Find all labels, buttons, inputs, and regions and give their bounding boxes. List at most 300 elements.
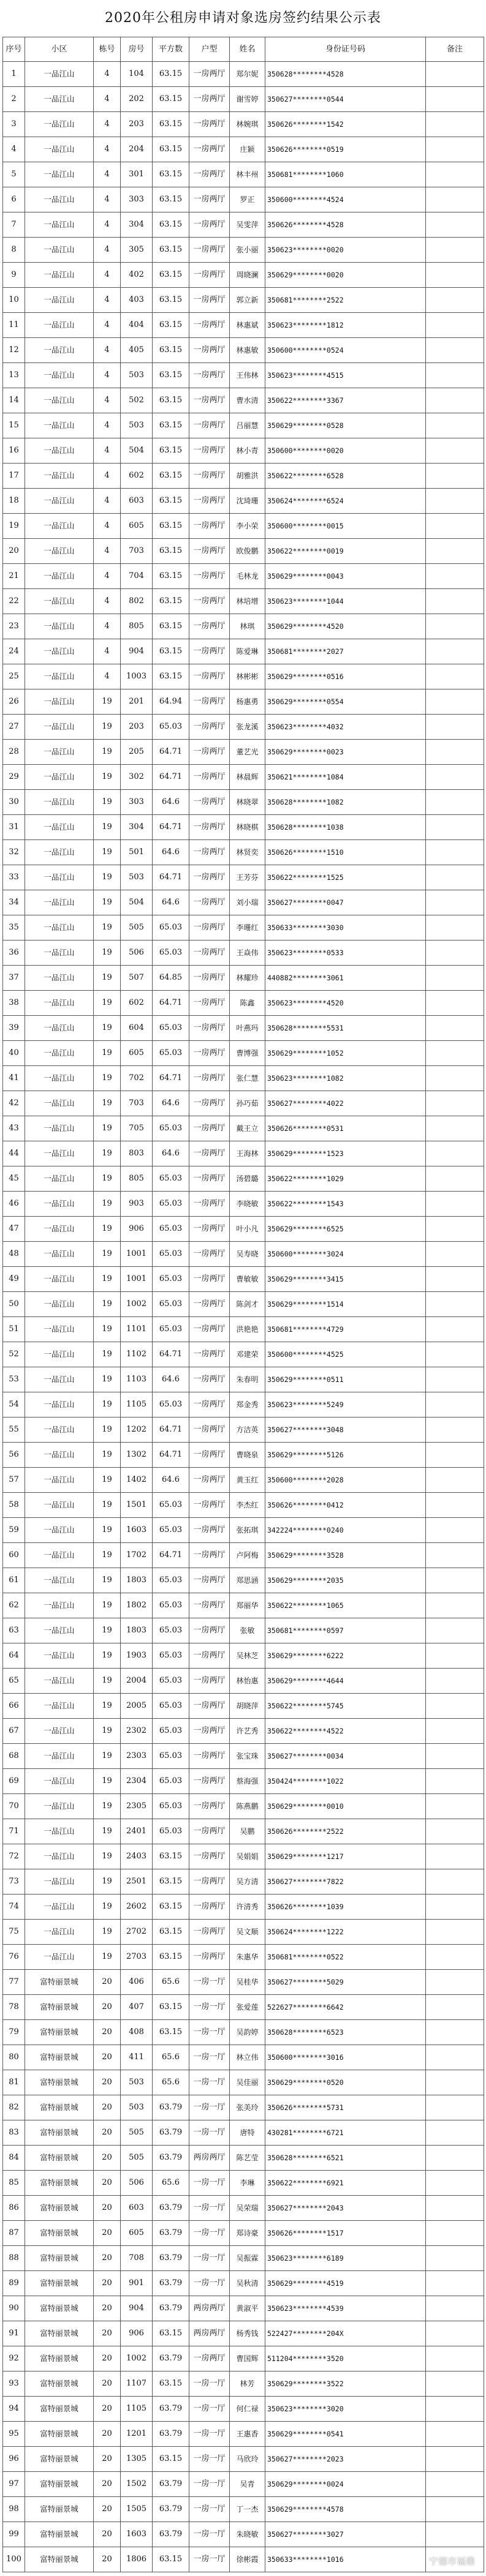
cell-id-number: 350622********3367 [265,388,426,413]
cell-index: 59 [3,1518,25,1543]
cell-layout: 一房两厅 [189,1041,230,1066]
cell-id-number: 350629********0528 [265,413,426,438]
cell-layout: 一房一厅 [189,2070,230,2095]
cell-id-number: 350622********1543 [265,1192,426,1217]
cell-community: 一品江山 [25,589,94,614]
cell-name: 王海林 [230,1141,265,1166]
cell-index: 31 [3,815,25,840]
table-row [3,1141,484,1166]
cell-layout: 一房两厅 [189,1141,230,1166]
cell-layout: 一房一厅 [189,2045,230,2070]
cell-layout: 一房两厅 [189,1694,230,1719]
cell-area: 65.03 [153,941,189,966]
cell-area: 63.15 [153,1844,189,1869]
cell-area: 63.15 [153,238,189,263]
cell-area: 63.15 [153,263,189,288]
cell-building: 19 [94,1869,121,1894]
cell-room: 506 [121,941,153,966]
cell-layout: 一房两厅 [189,1217,230,1242]
cell-community: 一品江山 [25,212,94,238]
cell-index: 64 [3,1643,25,1669]
table-row [3,1116,484,1141]
cell-remarks [426,413,484,438]
cell-remarks [426,539,484,564]
table-row [3,2371,484,2397]
cell-layout: 一房两厅 [189,388,230,413]
cell-remarks [426,2271,484,2296]
cell-id-number: 350628********1038 [265,815,426,840]
cell-community: 富特丽景城 [25,2547,94,2572]
cell-id-number: 350633********3030 [265,915,426,941]
cell-area: 65.03 [153,1568,189,1593]
cell-name: 朱晓敏 [230,2522,265,2547]
cell-room: 904 [121,639,153,664]
cell-community: 一品江山 [25,915,94,941]
cell-area: 64.71 [153,991,189,1016]
cell-id-number: 350629********0516 [265,664,426,689]
cell-area: 63.15 [153,87,189,112]
cell-index: 8 [3,238,25,263]
cell-remarks [426,288,484,313]
cell-name: 许清秀 [230,1894,265,1920]
cell-building: 4 [94,664,121,689]
cell-remarks [426,765,484,790]
cell-remarks [426,1367,484,1392]
cell-remarks [426,2371,484,2397]
cell-layout: 一房两厅 [189,815,230,840]
table-row [3,1769,484,1794]
cell-layout: 一房两厅 [189,288,230,313]
cell-id-number: 350626********1517 [265,2221,426,2246]
cell-area: 63.15 [153,464,189,489]
cell-building: 20 [94,2522,121,2547]
cell-area: 63.15 [153,438,189,464]
cell-community: 一品江山 [25,288,94,313]
results-table [2,37,484,2572]
cell-community: 富特丽景城 [25,2196,94,2221]
cell-area: 63.15 [153,1869,189,1894]
cell-layout: 一房两厅 [189,1920,230,1945]
table-row [3,840,484,865]
cell-area: 65.6 [153,2070,189,2095]
cell-layout: 一房一厅 [189,2547,230,2572]
cell-layout: 一房两厅 [189,991,230,1016]
cell-remarks [426,915,484,941]
table-row [3,212,484,238]
cell-name: 陈剑才 [230,1292,265,1317]
table-row [3,564,484,589]
cell-remarks [426,2221,484,2246]
cell-room: 201 [121,689,153,715]
cell-index: 17 [3,464,25,489]
cell-id-number: 350627********7822 [265,1869,426,1894]
cell-name: 张美玲 [230,2095,265,2120]
cell-index: 9 [3,263,25,288]
cell-area: 63.15 [153,489,189,514]
cell-area: 63.15 [153,338,189,363]
cell-name: 林惠敏 [230,338,265,363]
cell-building: 19 [94,1894,121,1920]
cell-area: 64.94 [153,689,189,715]
cell-name: 沈琦珊 [230,489,265,514]
cell-layout: 一房两厅 [189,1392,230,1418]
cell-remarks [426,2321,484,2346]
cell-remarks [426,1945,484,1970]
cell-room: 203 [121,715,153,740]
cell-area: 65.03 [153,1769,189,1794]
cell-index: 2 [3,87,25,112]
cell-building: 19 [94,941,121,966]
cell-name: 卢阿梅 [230,1543,265,1568]
table-row [3,464,484,489]
cell-area: 63.15 [153,162,189,187]
cell-remarks [426,438,484,464]
cell-index: 80 [3,2045,25,2070]
cell-building: 20 [94,2547,121,2572]
cell-remarks [426,514,484,539]
cell-id-number: 350629********1523 [265,1141,426,1166]
cell-remarks [426,464,484,489]
cell-building: 4 [94,639,121,664]
table-row [3,1995,484,2020]
cell-name: 曹国辉 [230,2346,265,2371]
cell-room: 504 [121,890,153,915]
cell-building: 19 [94,1694,121,1719]
cell-building: 19 [94,1643,121,1669]
cell-layout: 一房两厅 [189,413,230,438]
table-row [3,614,484,639]
table-row [3,1468,484,1493]
cell-area: 64.6 [153,840,189,865]
cell-building: 20 [94,2497,121,2522]
cell-id-number: 350681********0522 [265,1945,426,1970]
cell-layout: 一房两厅 [189,112,230,137]
cell-id-number: 350626********1039 [265,1894,426,1920]
cell-layout: 一房一厅 [189,2221,230,2246]
cell-building: 20 [94,2221,121,2246]
table-row [3,313,484,338]
cell-remarks [426,991,484,1016]
cell-layout: 一房两厅 [189,715,230,740]
cell-building: 19 [94,1769,121,1794]
cell-remarks [426,1468,484,1493]
cell-room: 1803 [121,1568,153,1593]
cell-building: 19 [94,865,121,890]
cell-remarks [426,1920,484,1945]
cell-community: 一品江山 [25,137,94,162]
cell-index: 7 [3,212,25,238]
cell-building: 19 [94,1568,121,1593]
cell-name: 吴方清 [230,1869,265,1894]
cell-community: 一品江山 [25,1844,94,1869]
cell-name: 吴秋清 [230,2271,265,2296]
cell-id-number: 350627********4022 [265,1091,426,1116]
cell-layout: 一房一厅 [189,2522,230,2547]
cell-remarks [426,1267,484,1292]
cell-area: 65.03 [153,1493,189,1518]
cell-area: 63.79 [153,2095,189,2120]
cell-community: 一品江山 [25,1192,94,1217]
cell-name: 李琳 [230,2171,265,2196]
cell-layout: 一房两厅 [189,539,230,564]
table-row [3,2246,484,2271]
table-row [3,1593,484,1618]
cell-building: 20 [94,2472,121,2497]
cell-room: 303 [121,790,153,815]
cell-remarks [426,840,484,865]
cell-room: 1802 [121,1593,153,1618]
cell-index: 86 [3,2196,25,2221]
cell-remarks [426,1242,484,1267]
cell-community: 一品江山 [25,489,94,514]
table-row [3,1392,484,1418]
table-row [3,740,484,765]
cell-id-number: 350622********1065 [265,1593,426,1618]
cell-name: 吴荣瑞 [230,2196,265,2221]
cell-building: 20 [94,2146,121,2171]
cell-community: 一品江山 [25,1568,94,1593]
cell-community: 一品江山 [25,865,94,890]
cell-layout: 两房两厅 [189,2296,230,2321]
cell-index: 76 [3,1945,25,1970]
cell-community: 一品江山 [25,1869,94,1894]
table-row [3,2171,484,2196]
cell-area: 63.79 [153,2146,189,2171]
cell-room: 503 [121,413,153,438]
cell-building: 4 [94,187,121,212]
table-row [3,338,484,363]
cell-community: 一品江山 [25,715,94,740]
table-row [3,2120,484,2146]
cell-id-number: 350622********4522 [265,1719,426,1744]
cell-room: 708 [121,2246,153,2271]
cell-layout: 一房一厅 [189,2095,230,2120]
cell-community: 富特丽景城 [25,2070,94,2095]
cell-room: 505 [121,2146,153,2171]
cell-building: 20 [94,2196,121,2221]
cell-building: 4 [94,137,121,162]
cell-community: 一品江山 [25,1669,94,1694]
cell-layout: 一房两厅 [189,589,230,614]
table-row [3,2321,484,2346]
cell-room: 1103 [121,1367,153,1392]
cell-index: 73 [3,1869,25,1894]
cell-index: 14 [3,388,25,413]
cell-community: 一品江山 [25,1242,94,1267]
cell-index: 37 [3,966,25,991]
table-row [3,765,484,790]
cell-name: 黄玉红 [230,1468,265,1493]
cell-community: 一品江山 [25,338,94,363]
cell-name: 吴振霖 [230,2246,265,2271]
cell-name: 曹敏敏 [230,1267,265,1292]
cell-index: 55 [3,1418,25,1443]
cell-room: 1603 [121,2522,153,2547]
cell-building: 19 [94,815,121,840]
cell-building: 19 [94,1192,121,1217]
cell-community: 一品江山 [25,263,94,288]
cell-room: 702 [121,1066,153,1091]
cell-area: 63.15 [153,313,189,338]
cell-index: 83 [3,2120,25,2146]
cell-community: 一品江山 [25,1041,94,1066]
cell-room: 505 [121,915,153,941]
cell-community: 一品江山 [25,539,94,564]
cell-community: 富特丽景城 [25,2422,94,2447]
cell-community: 一品江山 [25,1920,94,1945]
cell-name: 林惠斌 [230,313,265,338]
cell-room: 2602 [121,1894,153,1920]
cell-index: 29 [3,765,25,790]
cell-index: 93 [3,2371,25,2397]
cell-layout: 一房一厅 [189,1970,230,1995]
cell-layout: 一房两厅 [189,1518,230,1543]
cell-id-number: 350623********0020 [265,238,426,263]
cell-building: 19 [94,1669,121,1694]
cell-remarks [426,1593,484,1618]
cell-index: 70 [3,1794,25,1819]
cell-area: 65.03 [153,1593,189,1618]
cell-id-number: 350627********3027 [265,2522,426,2547]
cell-name: 方洁英 [230,1418,265,1443]
table-row [3,413,484,438]
cell-building: 20 [94,2321,121,2346]
cell-room: 2702 [121,1920,153,1945]
cell-room: 408 [121,2020,153,2045]
cell-name: 叶燕玛 [230,1016,265,1041]
cell-id-number: 342224********0240 [265,1518,426,1543]
cell-index: 91 [3,2321,25,2346]
cell-area: 63.15 [153,2547,189,2572]
cell-id-number: 350621********1084 [265,765,426,790]
cell-building: 19 [94,790,121,815]
cell-id-number: 350627********0047 [265,890,426,915]
table-row [3,865,484,890]
cell-layout: 一房两厅 [189,1719,230,1744]
cell-area: 65.6 [153,2045,189,2070]
cell-area: 63.15 [153,2371,189,2397]
table-row [3,1418,484,1443]
cell-index: 88 [3,2246,25,2271]
cell-name: 张拓琪 [230,1518,265,1543]
cell-remarks [426,1166,484,1192]
cell-id-number: 350623********5249 [265,1392,426,1418]
cell-room: 705 [121,1116,153,1141]
cell-layout: 一房两厅 [189,790,230,815]
cell-area: 65.03 [153,1116,189,1141]
cell-layout: 一房两厅 [189,62,230,87]
cell-area: 65.03 [153,1819,189,1844]
table-row [3,539,484,564]
cell-id-number: 430281********6721 [265,2120,426,2146]
cell-community: 一品江山 [25,162,94,187]
cell-room: 2005 [121,1694,153,1719]
cell-building: 4 [94,363,121,388]
cell-community: 富特丽景城 [25,2321,94,2346]
cell-index: 58 [3,1493,25,1518]
cell-community: 一品江山 [25,1392,94,1418]
cell-community: 一品江山 [25,238,94,263]
table-row [3,187,484,212]
cell-name: 吴雯萍 [230,212,265,238]
cell-layout: 一房两厅 [189,2346,230,2371]
page-title: 2020年公租房申请对象选房签约结果公示表 [105,10,381,26]
cell-name: 曹水清 [230,388,265,413]
cell-community: 一品江山 [25,187,94,212]
cell-id-number: 350600********0015 [265,514,426,539]
cell-remarks [426,388,484,413]
cell-layout: 一房两厅 [189,1116,230,1141]
cell-index: 85 [3,2171,25,2196]
cell-remarks [426,1041,484,1066]
cell-index: 22 [3,589,25,614]
cell-area: 63.15 [153,137,189,162]
table-row [3,2070,484,2095]
cell-room: 2004 [121,1669,153,1694]
cell-room: 504 [121,438,153,464]
cell-room: 303 [121,187,153,212]
cell-remarks [426,2296,484,2321]
cell-area: 65.03 [153,1192,189,1217]
cell-remarks [426,2095,484,2120]
cell-area: 63.15 [153,1920,189,1945]
cell-building: 19 [94,1267,121,1292]
cell-id-number: 350624********1222 [265,1920,426,1945]
cell-community: 富特丽景城 [25,2522,94,2547]
cell-index: 49 [3,1267,25,1292]
cell-remarks [426,238,484,263]
cell-name: 马欣玲 [230,2447,265,2472]
table-row [3,2422,484,2447]
cell-community: 富特丽景城 [25,2146,94,2171]
cell-name: 庄颖 [230,137,265,162]
cell-name: 林丰州 [230,162,265,187]
cell-name: 孙巧茹 [230,1091,265,1116]
table-row [3,1568,484,1593]
cell-community: 一品江山 [25,1794,94,1819]
cell-name: 欧俊鹏 [230,539,265,564]
cell-layout: 一房一厅 [189,2171,230,2196]
cell-remarks [426,212,484,238]
cell-name: 郭立新 [230,288,265,313]
cell-area: 65.6 [153,1970,189,1995]
cell-remarks [426,589,484,614]
cell-building: 19 [94,1342,121,1367]
cell-area: 64.6 [153,1141,189,1166]
cell-building: 19 [94,715,121,740]
cell-index: 23 [3,614,25,639]
cell-room: 406 [121,1970,153,1995]
cell-area: 64.71 [153,815,189,840]
cell-remarks [426,2422,484,2447]
cell-layout: 一房两厅 [189,915,230,941]
cell-index: 71 [3,1819,25,1844]
cell-area: 63.15 [153,1995,189,2020]
cell-layout: 一房两厅 [189,1493,230,1518]
cell-building: 20 [94,2120,121,2146]
cell-area: 63.15 [153,62,189,87]
cell-name: 林耀珍 [230,966,265,991]
cell-id-number: 350626********1542 [265,112,426,137]
cell-room: 1102 [121,1342,153,1367]
cell-id-number: 350623********4520 [265,991,426,1016]
cell-name: 邓建荣 [230,1342,265,1367]
cell-area: 64.6 [153,1367,189,1392]
table-row [3,137,484,162]
cell-community: 一品江山 [25,1267,94,1292]
cell-community: 富特丽景城 [25,2472,94,2497]
cell-room: 1002 [121,1292,153,1317]
